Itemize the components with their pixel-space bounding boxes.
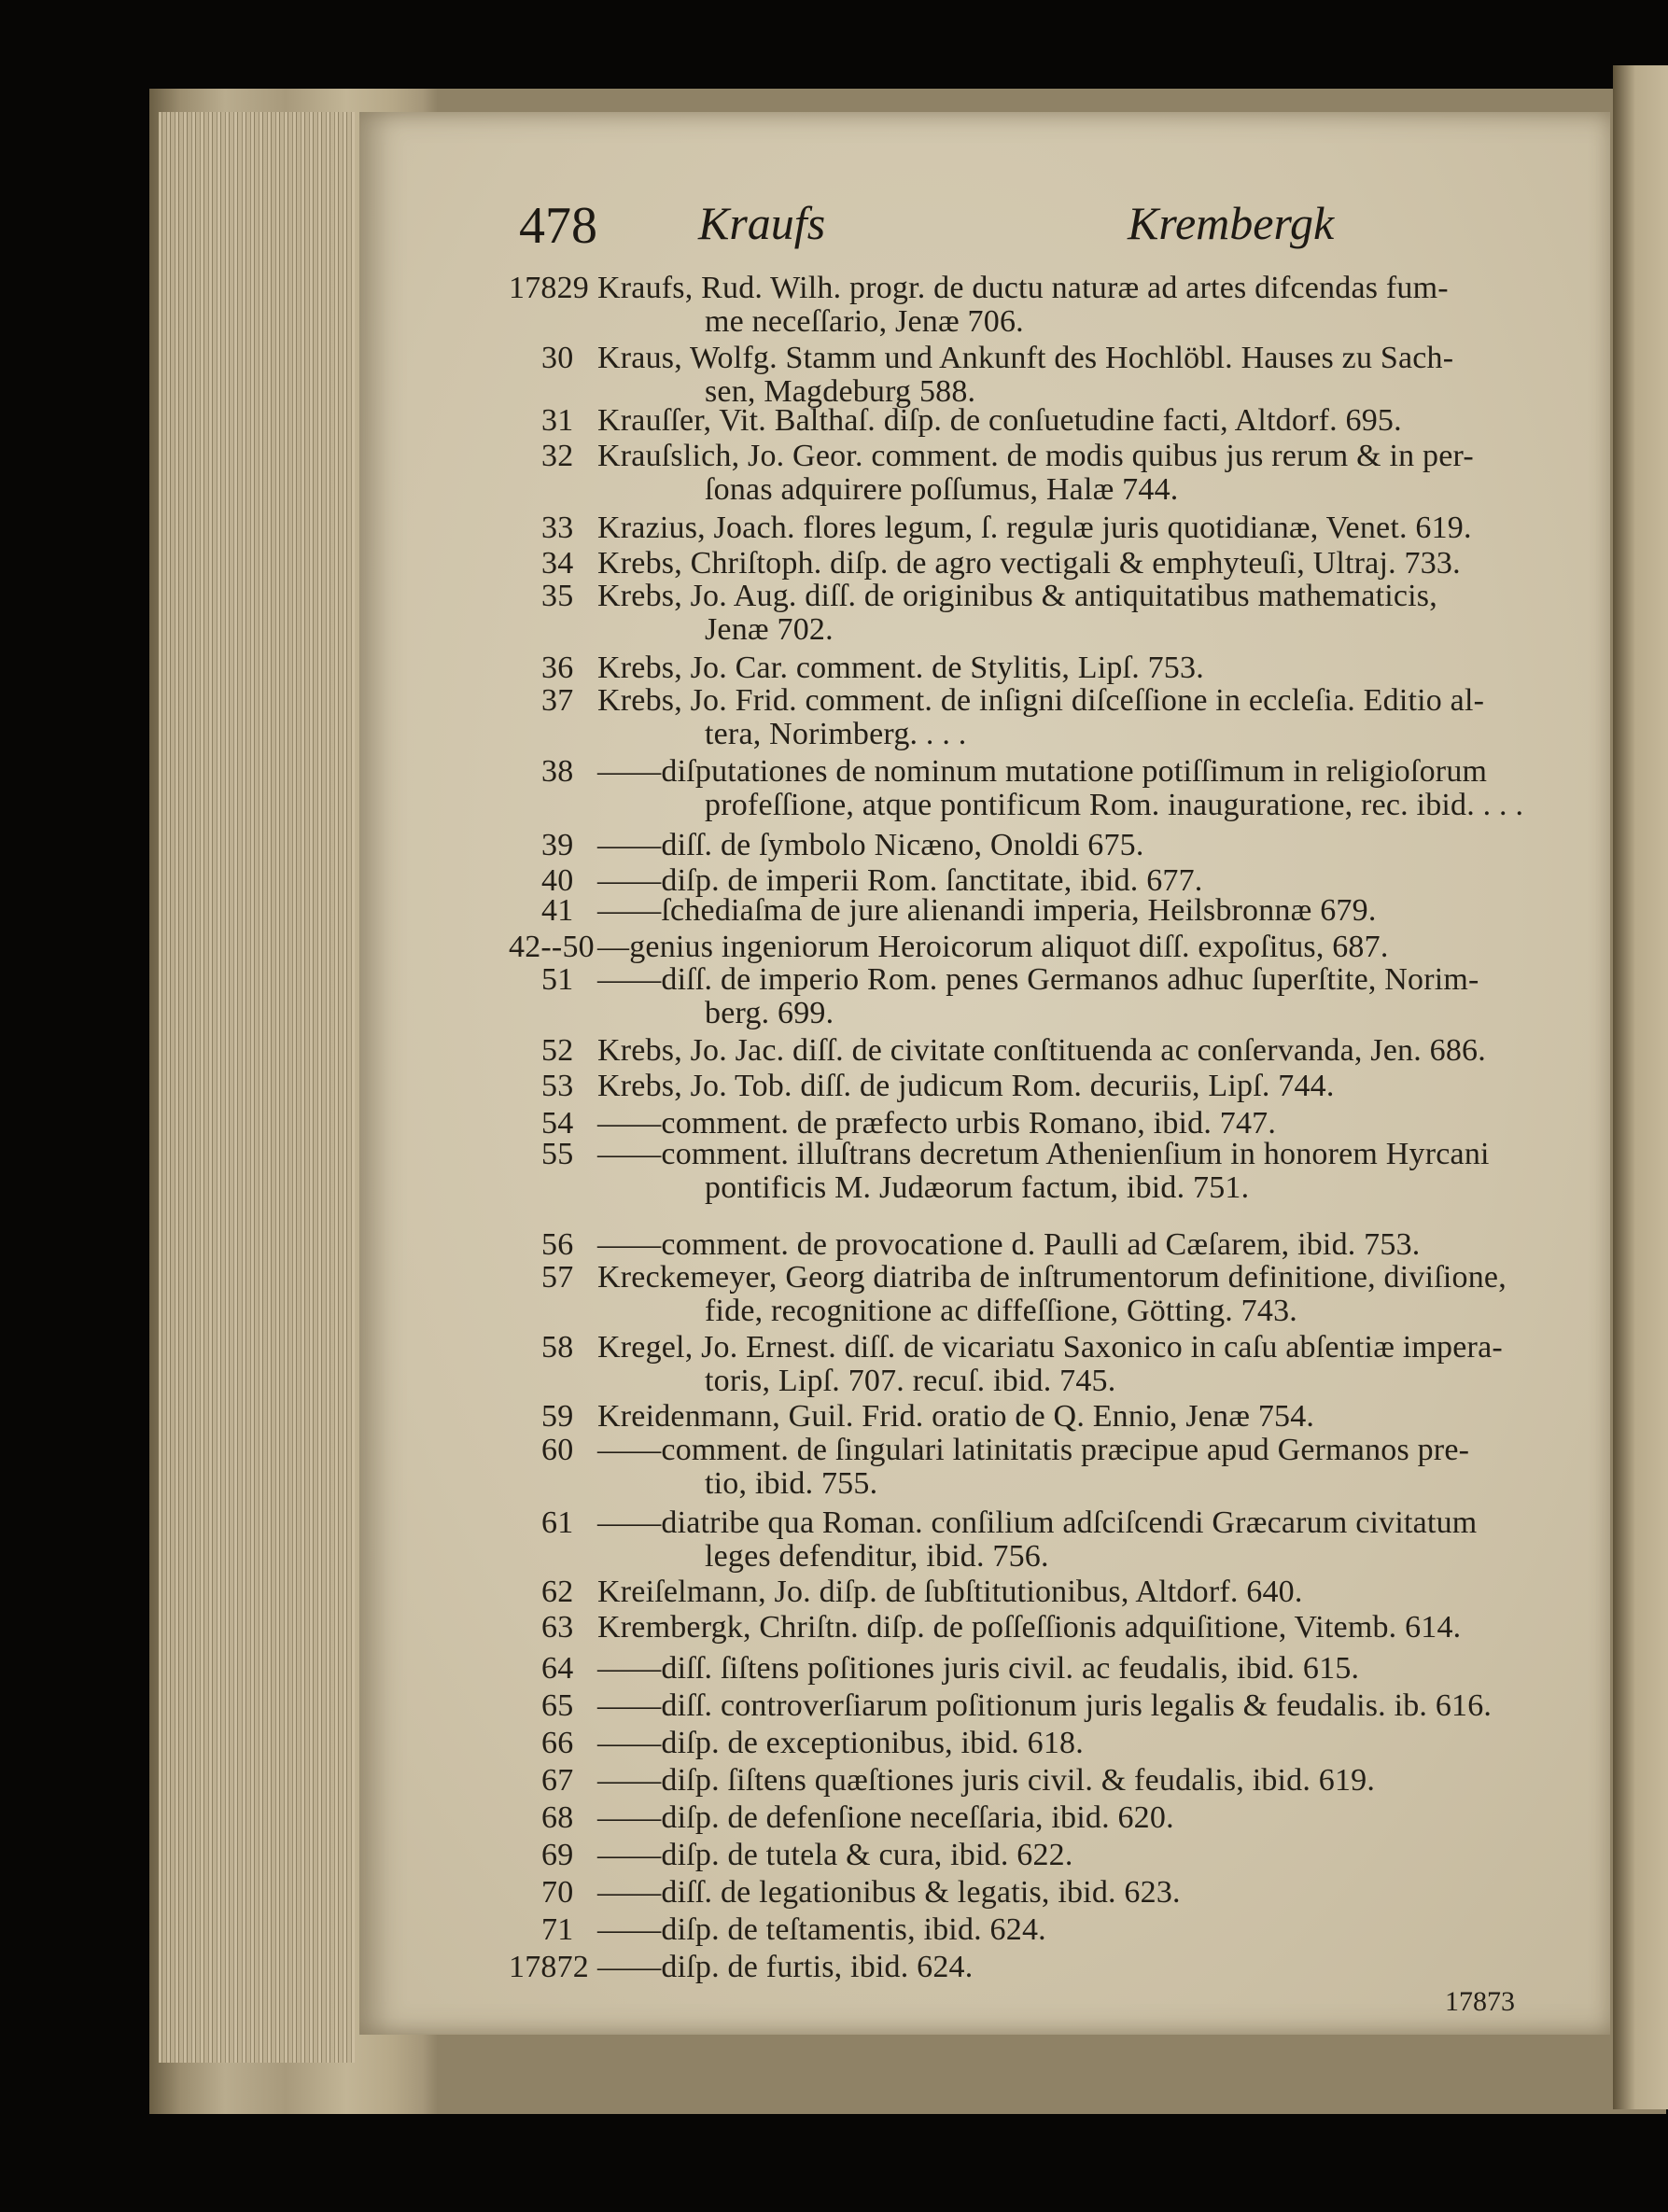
entry-text: Kreiſelmann, Jo. diſp. de ſubſtitutionibus, Altdorf. 640.	[597, 1575, 1303, 1609]
entry-text: ——diſp. de furtis, ibid. 624.	[597, 1950, 974, 1984]
entry-text: Kreckemeyer, Georg diatriba de inſtrumentorum definitione, diviſione,	[597, 1260, 1507, 1295]
entry-number: 61	[541, 1505, 574, 1540]
entry-text: Krebs, Jo. Frid. comment. de inſigni diſceſſione in eccleſia. Editio al-	[597, 683, 1485, 718]
entry-text: ——diſſ. de ſymbolo Nicæno, Onoldi 675.	[597, 828, 1144, 862]
entry-number: 70	[541, 1875, 574, 1910]
entry-text: ——comment. illuſtrans decretum Athenienſium in honorem Hyrcani	[597, 1137, 1490, 1171]
entry-number: 69	[541, 1838, 574, 1872]
running-head-left: Kraufs	[698, 197, 826, 249]
entry-number: 67	[541, 1763, 574, 1798]
entry-number: 62	[541, 1575, 574, 1609]
entry-number: 36	[541, 651, 574, 685]
entry-number: 54	[541, 1106, 574, 1141]
entry-text: pontificis M. Judæorum factum, ibid. 751.	[705, 1170, 1250, 1205]
entry-number: 68	[541, 1800, 574, 1835]
entry-text: sen, Magdeburg 588.	[705, 374, 976, 409]
entry-text: profeſſione, atque pontificum Rom. inauguratione, rec. ibid. . . .	[705, 788, 1524, 822]
entry-text: ——diſp. de tutela & cura, ibid. 622.	[597, 1838, 1073, 1872]
entry-text: ——diſp. de defenſione neceſſaria, ibid. 620.	[597, 1800, 1174, 1835]
entry-text: Krauſſer, Vit. Balthaſ. diſp. de conſuetudine facti, Altdorf. 695.	[597, 403, 1402, 438]
entry-number: 34	[541, 546, 574, 581]
entry-text: tera, Norimberg. . . .	[705, 717, 967, 751]
entry-text: ——comment. de præfecto urbis Romano, ibid. 747.	[597, 1106, 1277, 1141]
entry-text: —genius ingeniorum Heroicorum aliquot diſſ. expoſitus, 687.	[597, 930, 1389, 964]
entry-number: 60	[541, 1433, 574, 1467]
entry-text: Krebs, Jo. Tob. diſſ. de judicum Rom. decuriis, Lipſ. 744.	[597, 1069, 1335, 1103]
entry-text: ——diſſ. de imperio Rom. penes Germanos adhuc ſuperſtite, Norim-	[597, 962, 1479, 997]
entry-text: ——diſputationes de nominum mutatione potiſſimum in religioſorum	[597, 754, 1488, 789]
entry-number: 38	[541, 754, 574, 789]
entry-text: Kreidenmann, Guil. Frid. oratio de Q. Ennio, Jenæ 754.	[597, 1399, 1315, 1434]
entry-text: Kraus, Wolfg. Stamm und Ankunft des Hochlöbl. Hauses zu Sach-	[597, 341, 1454, 375]
entry-text: ——comment. de provocatione d. Paulli ad Cæſarem, ibid. 753.	[597, 1227, 1421, 1262]
entry-text: Krauſslich, Jo. Geor. comment. de modis quibus jus rerum & in per-	[597, 439, 1474, 473]
entry-number: 66	[541, 1726, 574, 1760]
entry-number: 40	[541, 863, 574, 898]
entry-text: Krembergk, Chriſtn. diſp. de poſſeſſionis adquiſitione, Vitemb. 614.	[597, 1610, 1462, 1645]
entry-text: tio, ibid. 755.	[705, 1466, 878, 1501]
entry-text: Krebs, Jo. Aug. diſſ. de originibus & antiquitatibus mathematicis,	[597, 579, 1437, 613]
entry-number: 32	[541, 439, 574, 473]
entry-number: 17829	[509, 271, 589, 305]
entry-text: Jenæ 702.	[705, 612, 834, 647]
entry-number: 39	[541, 828, 574, 862]
entry-text: me neceſſario, Jenæ 706.	[705, 304, 1024, 339]
entry-text: ——diſſ. de legationibus & legatis, ibid. 623.	[597, 1875, 1181, 1910]
entry-text: Kraufs, Rud. Wilh. progr. de ductu naturæ ad artes difcendas fum-	[597, 271, 1449, 305]
entry-number: 59	[541, 1399, 574, 1434]
entry-text: Krebs, Jo. Jac. diſſ. de civitate conſtituenda ac conſervanda, Jen. 686.	[597, 1033, 1486, 1068]
entry-text: ——diſp. de exceptionibus, ibid. 618.	[597, 1726, 1084, 1760]
entry-text: leges defenditur, ibid. 756.	[705, 1539, 1049, 1574]
entry-text: ——diſp. de imperii Rom. ſanctitate, ibid. 677.	[597, 863, 1203, 898]
entry-text: fide, recognitione ac diffeſſione, Götting. 743.	[705, 1294, 1297, 1328]
entry-number: 33	[541, 511, 574, 545]
entry-number: 57	[541, 1260, 574, 1295]
entry-text: berg. 699.	[705, 996, 834, 1030]
entry-number: 56	[541, 1227, 574, 1262]
entry-text: ——ſchediaſma de jure alienandi imperia, Heilsbronnæ 679.	[597, 893, 1377, 928]
entry-text: ——comment. de ſingulari latinitatis præcipue apud Germanos pre-	[597, 1433, 1470, 1467]
entry-number: 31	[541, 403, 574, 438]
entry-number: 55	[541, 1137, 574, 1171]
entry-text: ——diſp. ſiſtens quæſtiones juris civil. & feudalis, ibid. 619.	[597, 1763, 1376, 1798]
entry-number: 17872	[509, 1950, 589, 1984]
entry-number: 58	[541, 1330, 574, 1365]
entry-number: 30	[541, 341, 574, 375]
running-head-right: Krembergk	[1128, 197, 1335, 249]
entry-text: ——diſſ. controverſiarum poſitionum juris legalis & feudalis. ib. 616.	[597, 1688, 1493, 1723]
entry-text: Krazius, Joach. flores legum, ſ. regulæ juris quotidianæ, Venet. 619.	[597, 511, 1472, 545]
catchword: 17873	[1445, 1986, 1515, 2017]
entry-number: 52	[541, 1033, 574, 1068]
entry-number: 41	[541, 893, 574, 928]
entry-number: 64	[541, 1651, 574, 1686]
entry-number: 65	[541, 1688, 574, 1723]
entry-text: toris, Lipſ. 707. recuſ. ibid. 745.	[705, 1364, 1116, 1398]
entry-number: 37	[541, 683, 574, 718]
entry-text: ——diſp. de teſtamentis, ibid. 624.	[597, 1912, 1046, 1947]
entry-text: ſonas adquirere poſſumus, Halæ 744.	[705, 472, 1179, 507]
entry-text: ——diſſ. ſiſtens poſitiones juris civil. ac feudalis, ibid. 615.	[597, 1651, 1360, 1686]
entry-number: 71	[541, 1912, 574, 1947]
entry-text: Krebs, Chriſtoph. diſp. de agro vectigali & emphyteuſi, Ultraj. 733.	[597, 546, 1461, 581]
entry-number: 53	[541, 1069, 574, 1103]
entry-text: ——diatribe qua Roman. conſilium adſciſcendi Græcarum civitatum	[597, 1505, 1478, 1540]
page-number: 478	[519, 197, 597, 255]
entry-number: 63	[541, 1610, 574, 1645]
entry-number: 35	[541, 579, 574, 613]
entry-text: Kregel, Jo. Ernest. diſſ. de vicariatu Saxonico in caſu abſentiæ impera-	[597, 1330, 1503, 1365]
entry-number: 51	[541, 962, 574, 997]
entry-number: 42--50	[509, 930, 595, 964]
entry-text: Krebs, Jo. Car. comment. de Stylitis, Lipſ. 753.	[597, 651, 1204, 685]
